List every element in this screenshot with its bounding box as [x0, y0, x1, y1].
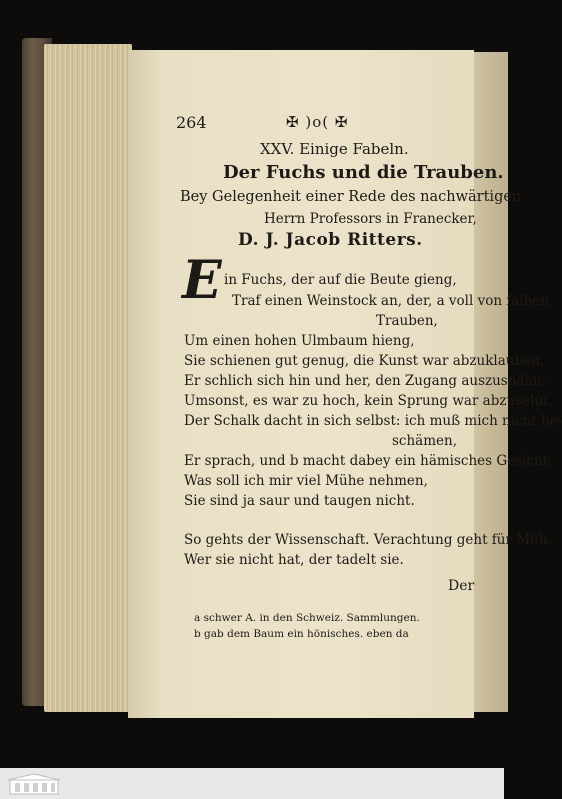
verse-line: Trauben,: [376, 313, 438, 329]
catchword: Der: [448, 578, 475, 594]
footnote: b gab dem Baum ein hönisches. eben da: [194, 628, 409, 640]
library-building-icon: [4, 772, 64, 796]
dedication-line-2: Herrn Professors in Franecker,: [264, 211, 477, 227]
dedication-name: D. J. Jacob Ritters.: [238, 230, 423, 250]
page-number: 264: [176, 113, 207, 132]
moral-line: Wer sie nicht hat, der tadelt sie.: [184, 552, 404, 568]
dedication-line-1: Bey Gelegenheit einer Rede des nachwärtigen: [180, 189, 522, 205]
verse-line: Um einen hohen Ulmbaum hieng,: [184, 333, 415, 349]
verse-line: Der Schalk dacht in sich selbst: ich muß mich nicht be-: [184, 413, 562, 429]
page-stack-edges: [44, 44, 132, 712]
verse-line: in Fuchs, der auf die Beute gieng,: [224, 272, 457, 288]
fable-title: Der Fuchs und die Trauben.: [223, 162, 504, 183]
verse-line: Sie sind ja saur und taugen nicht.: [184, 493, 415, 509]
book-page: [128, 50, 562, 718]
verse-line: Er sprach, und b macht dabey ein hämisches Gesicht,: [184, 453, 553, 469]
verse-line: Er schlich sich hin und her, den Zugang auszuspähn;: [184, 373, 547, 389]
verse-line: Was soll ich mir viel Mühe nehmen,: [184, 473, 428, 489]
section-title: XXV. Einige Fabeln.: [260, 140, 409, 158]
verse-line: Traf einen Weinstock an, der, a voll von falben: [232, 293, 550, 309]
verse-line: schämen,: [392, 433, 458, 449]
verse-line: Umsonst, es war zu hoch, kein Sprung war abzusehn.: [184, 393, 552, 409]
viewer-footer: [0, 768, 504, 799]
drop-cap: E: [182, 250, 222, 311]
header-ornament: ✠ )o( ✠: [286, 113, 349, 131]
verse-line: Sie schienen gut genug, die Kunst war abzuklauben.: [184, 353, 545, 369]
moral-line: So gehts der Wissenschaft. Verachtung geht für Müh.: [184, 532, 552, 548]
footnote: a schwer A. in den Schweiz. Sammlungen.: [194, 612, 420, 624]
